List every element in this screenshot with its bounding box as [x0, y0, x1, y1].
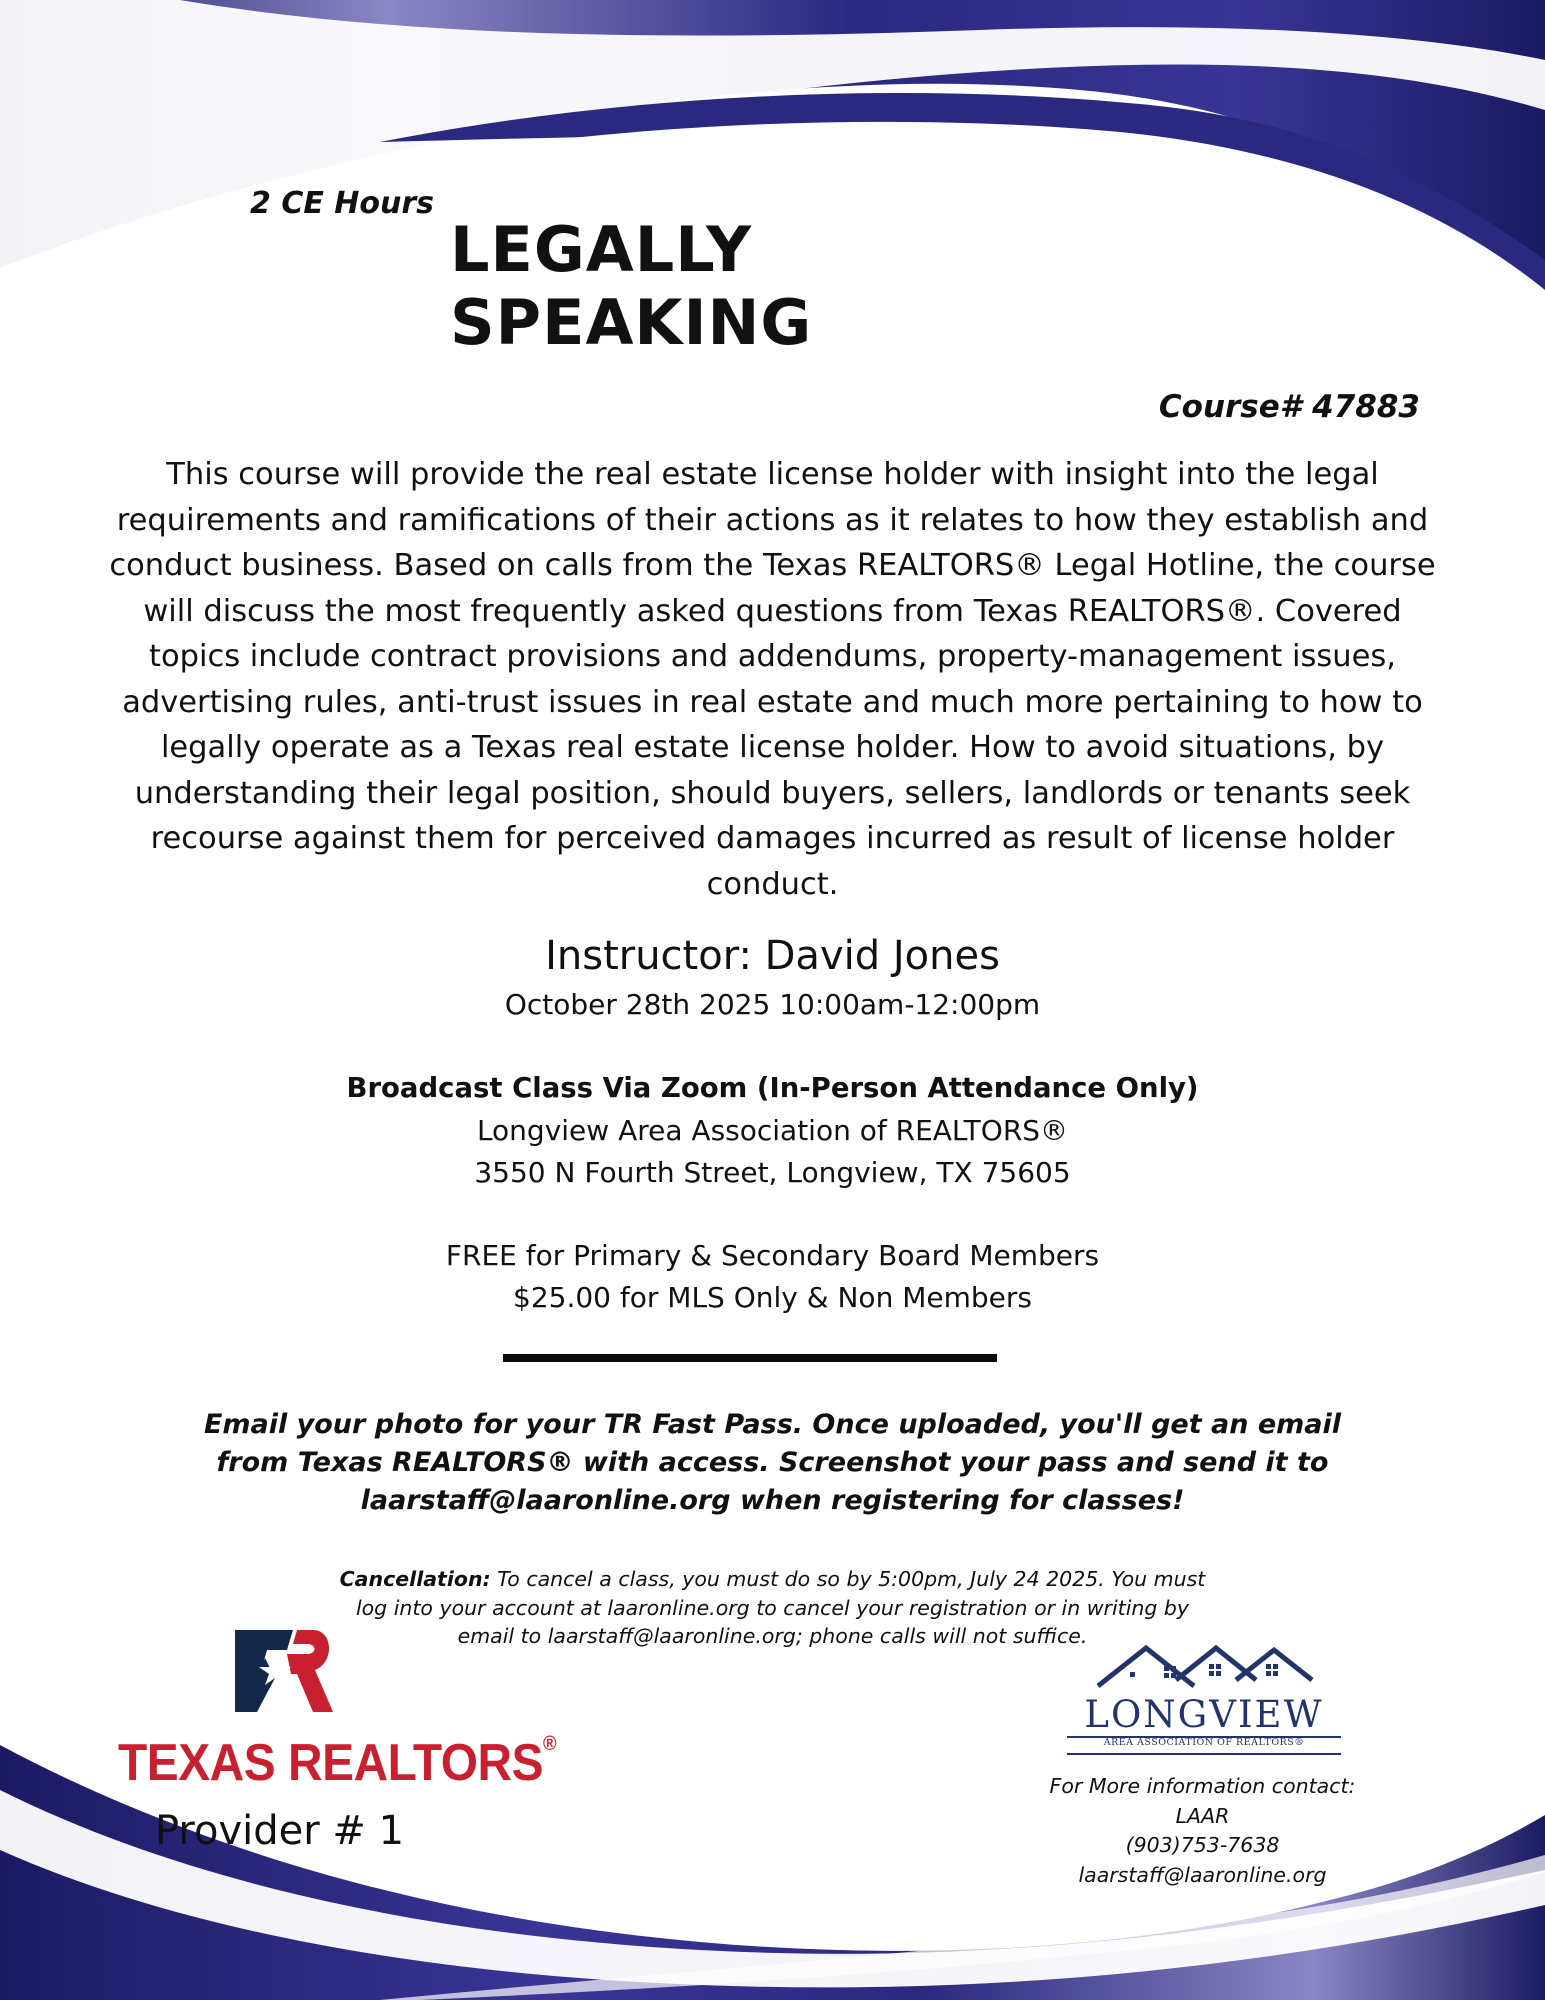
cancellation-text: email to laarstaff@laaronline.org; phone calls will not suffice. [457, 1624, 1088, 1648]
course-number: Course# 47883 [1158, 389, 1420, 425]
contact-email: laarstaff@laaronline.org [1078, 1862, 1327, 1887]
cancellation-policy [270, 1565, 1275, 1651]
divider-rule [503, 1354, 997, 1362]
description-line: will discuss the most frequently asked questions from Texas REALTORS®. Covered [143, 593, 1402, 629]
broadcast-info: Broadcast Class Via Zoom (In-Person Attendance Only) [346, 1072, 1199, 1104]
description-line: understanding their legal position, should buyers, sellers, landlords or tenants seek [134, 775, 1411, 811]
description-line: advertising rules, anti-trust issues in real estate and much more pertaining to how to [122, 684, 1423, 720]
description-line: legally operate as a Texas real estate license holder. How to avoid situations, by [160, 730, 1385, 765]
description-line: conduct. [706, 866, 839, 902]
contact-org: LAAR [1175, 1803, 1230, 1828]
instructor-name: Instructor: David Jones [545, 933, 1000, 979]
fast-pass-notice [200, 1406, 1345, 1520]
price-members: FREE for Primary & Secondary Board Members [445, 1239, 1100, 1272]
provider-number: Provider # 1 [155, 1808, 405, 1854]
venue-name: Longview Area Association of REALTORS® [476, 1114, 1069, 1147]
cancellation-text: To cancel a class, you must do so by 5:00pm, July 24 2025. You must [490, 1567, 1206, 1591]
notice-line: laarstaff@laaronline.org when registering for classes! [360, 1485, 1185, 1516]
class-datetime: October 28th 2025 10:00am-12:00pm [504, 988, 1041, 1021]
course-description [40, 452, 1505, 907]
description-line: recourse against them for perceived damages incurred as result of license holder [150, 821, 1395, 856]
notice-line: Email your photo for your TR Fast Pass. Once uploaded, you'll get an email [203, 1409, 1342, 1440]
contact-heading: For More information contact: [1049, 1774, 1356, 1798]
description-line: This course will provide the real estate license holder with insight into the legal [166, 457, 1379, 492]
price-nonmembers: $25.00 for MLS Only & Non Members [513, 1281, 1032, 1314]
description-line: topics include contract provisions and addendums, property-management issues, [149, 639, 1396, 674]
ce-hours-label: 2 CE Hours [250, 186, 434, 221]
description-line: requirements and ramifications of their actions as it relates to how they establish and [116, 502, 1429, 538]
contact-info [1000, 1772, 1405, 1890]
notice-line: from Texas REALTORS® with access. Screenshot your pass and send it to [216, 1447, 1329, 1478]
longview-wordmark: LONGVIEW [1084, 1693, 1324, 1736]
longview-subtitle: AREA ASSOCIATION OF REALTORS® [1103, 1737, 1305, 1748]
texas-realtors-logo-icon [235, 1630, 335, 1720]
longview-rule-bottom [1067, 1753, 1341, 1755]
venue-address: 3550 N Fourth Street, Longview, TX 75605 [474, 1156, 1071, 1189]
cancellation-text: log into your account at laaronline.org to cancel your registration or in writing by [355, 1595, 1190, 1620]
description-line: conduct business. Based on calls from the Texas REALTORS® Legal Hotline, the course [109, 548, 1436, 583]
cancellation-label: Cancellation: [339, 1567, 491, 1591]
contact-phone: (903)753-7638 [1125, 1833, 1280, 1857]
texas-realtors-wordmark: TEXAS REALTORS® [118, 1733, 557, 1792]
page-title: LEGALLY SPEAKING [450, 213, 813, 359]
